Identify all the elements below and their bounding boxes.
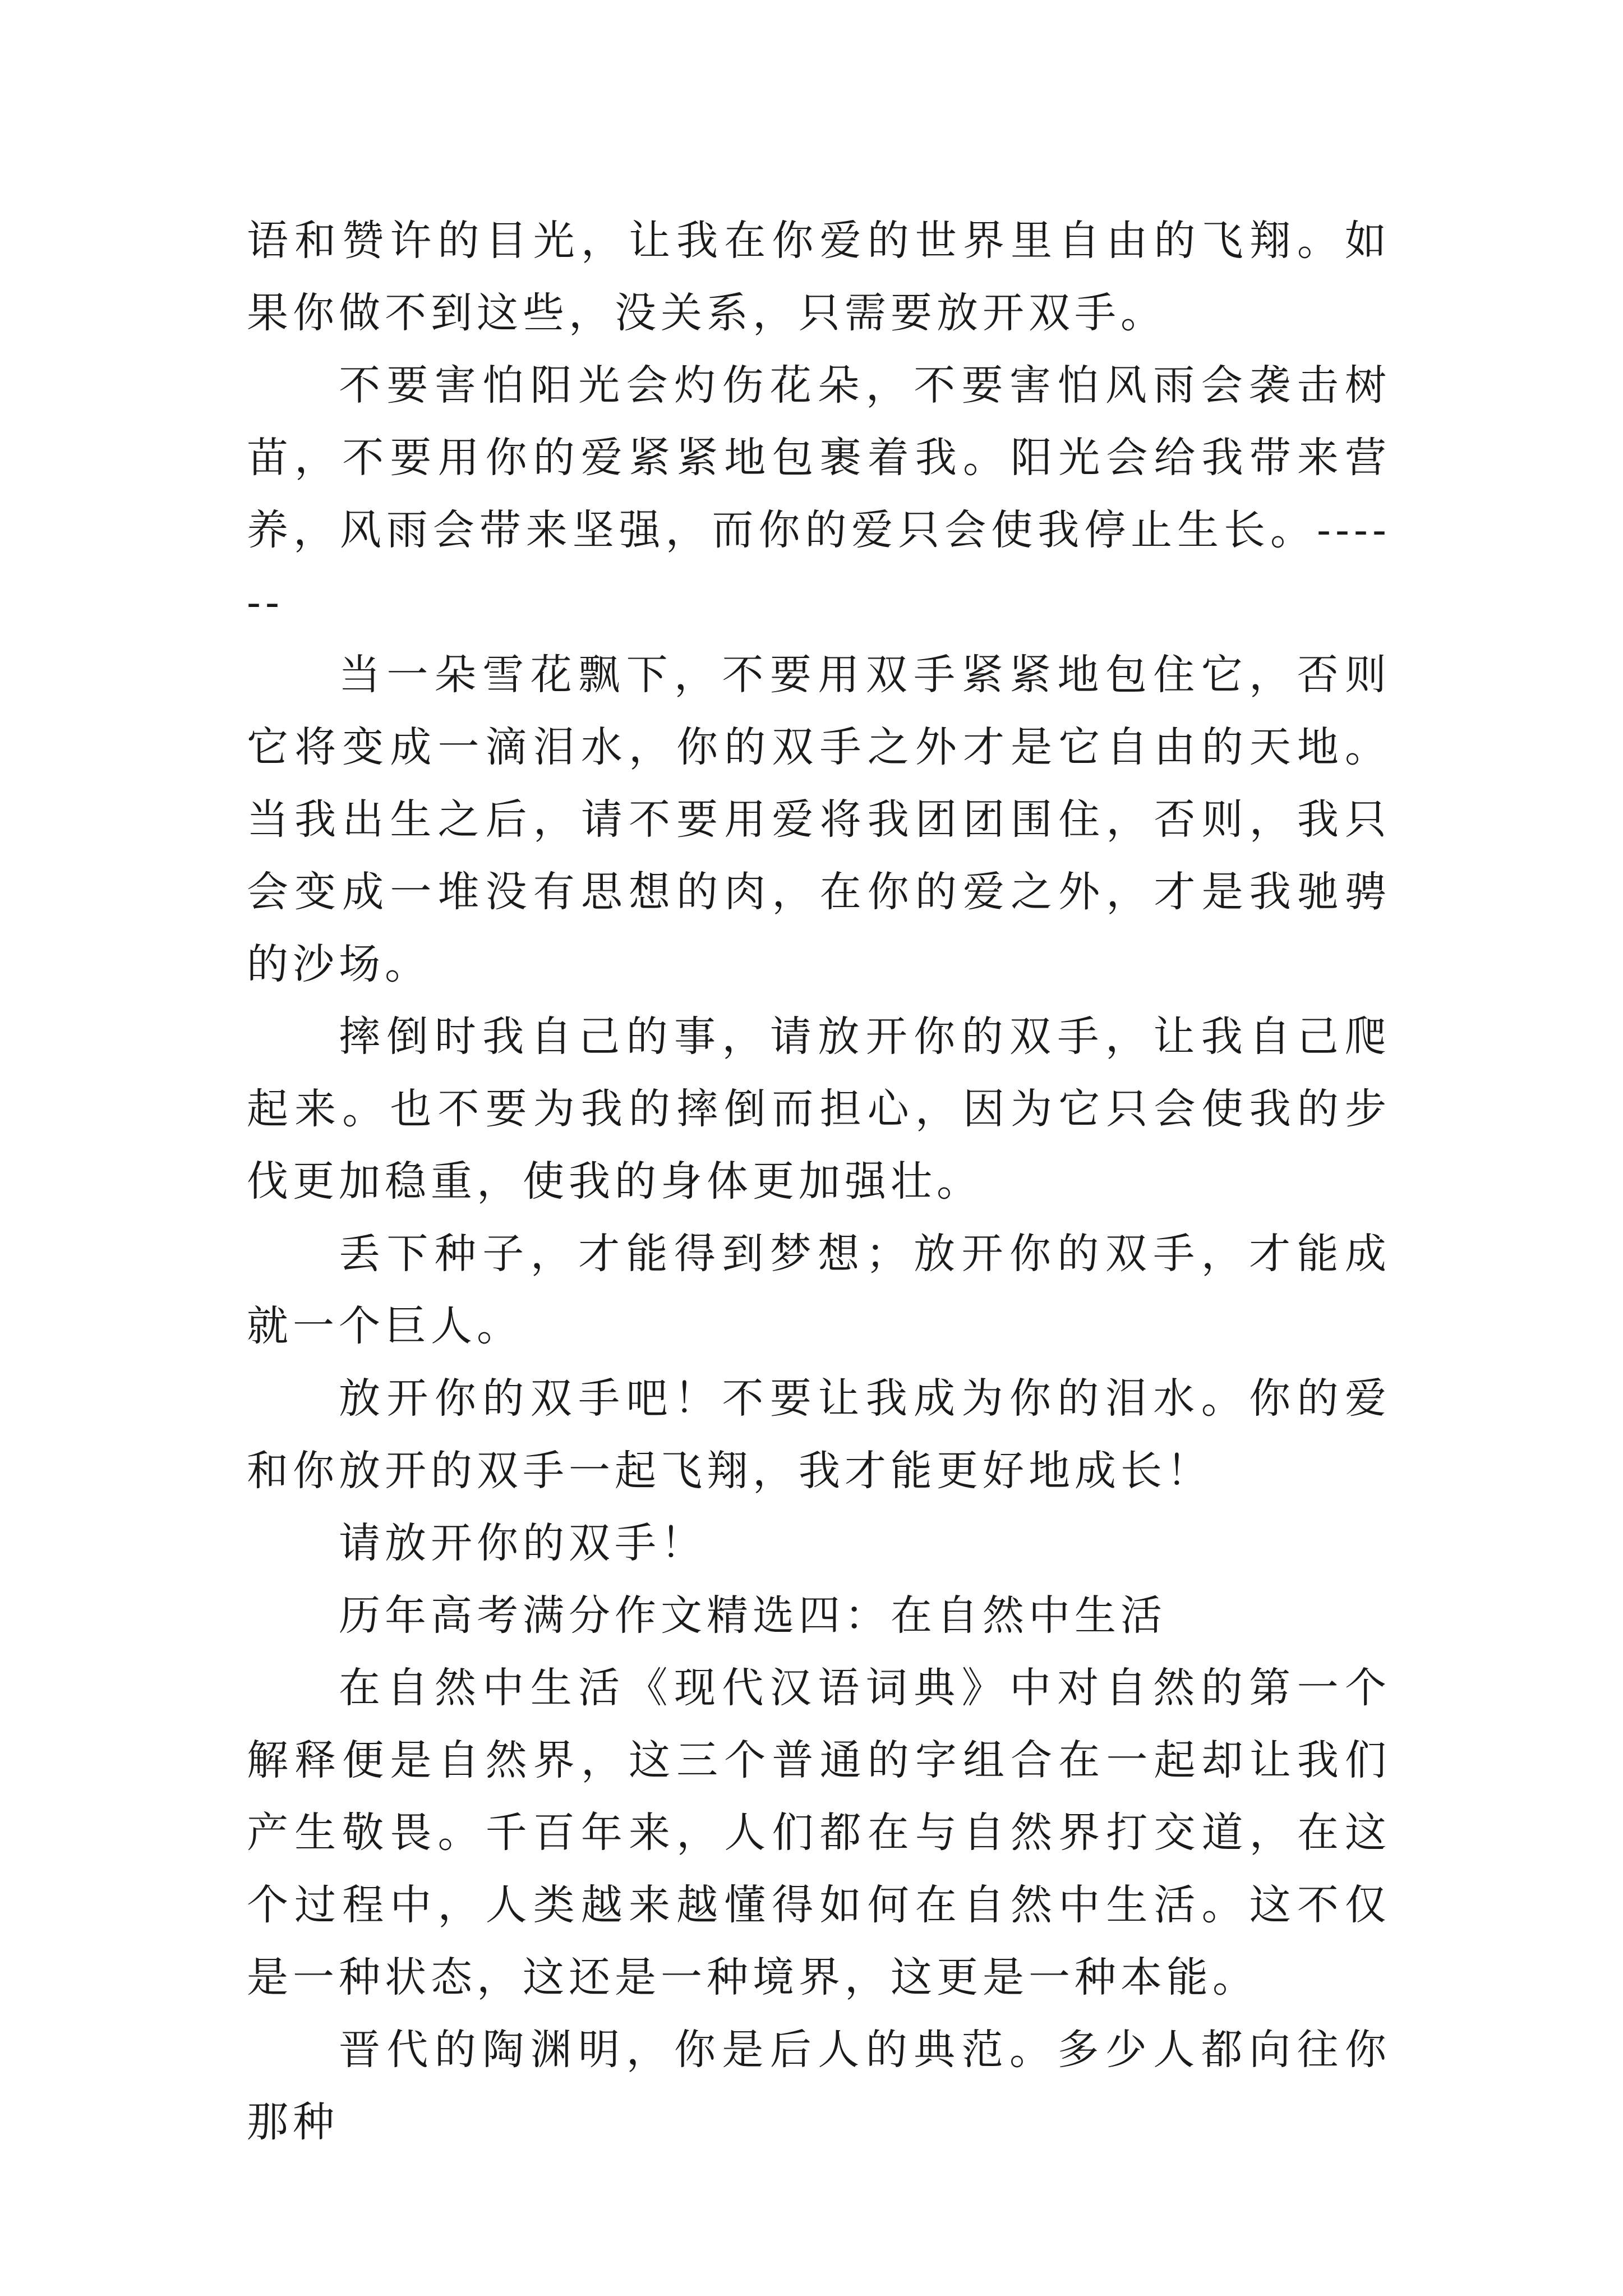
paragraph-1: 语和赞许的目光，让我在你爱的世界里自由的飞翔。如果你做不到这些，没关系，只需要放开双手。 bbox=[247, 217, 1391, 337]
paragraph-10: 晋代的陶渊明，你是后人的典范。多少人都向往你那种 bbox=[247, 2026, 1391, 2146]
paragraph-5: 丢下种子，才能得到梦想；放开你的双手，才能成就一个巨人。 bbox=[247, 1230, 1391, 1350]
paragraph-4: 摔倒时我自己的事，请放开你的双手，让我自己爬起来。也不要为我的摔倒而担心，因为它只会使我的步伐更加稳重，使我的身体更加强壮。 bbox=[247, 1013, 1391, 1205]
paragraph-9: 在自然中生活《现代汉语词典》中对自然的第一个解释便是自然界，这三个普通的字组合在一起却让我们产生敬畏。千百年来，人们都在与自然界打交道，在这个过程中，人类越来越懂得如何在自然中生活。这不仅是一种状态，这还是一种境界，这更是一种本能。 bbox=[247, 1664, 1391, 2001]
paragraph-3: 当一朵雪花飘下，不要用双手紧紧地包住它，否则它将变成一滴泪水，你的双手之外才是它自由的天地。当我出生之后，请不要用爱将我团团围住，否则，我只会变成一堆没有思想的肉，在你的爱之外，才是我驰骋的沙场。 bbox=[247, 651, 1391, 988]
paragraph-7: 请放开你的双手！ bbox=[339, 1519, 707, 1567]
section-heading: 历年高考满分作文精选四：在自然中生活 bbox=[339, 1591, 1166, 1640]
body-text bbox=[247, 205, 1391, 2159]
paragraph-2: 不要害怕阳光会灼伤花朵，不要害怕风雨会袭击树苗，不要用你的爱紧紧地包裹着我。阳光会给我带来营养，风雨会带来坚强，而你的爱只会使我停止生长。------ bbox=[247, 361, 1391, 627]
paragraph-6: 放开你的双手吧！不要让我成为你的泪水。你的爱和你放开的双手一起飞翔，我才能更好地成长！ bbox=[247, 1374, 1391, 1495]
